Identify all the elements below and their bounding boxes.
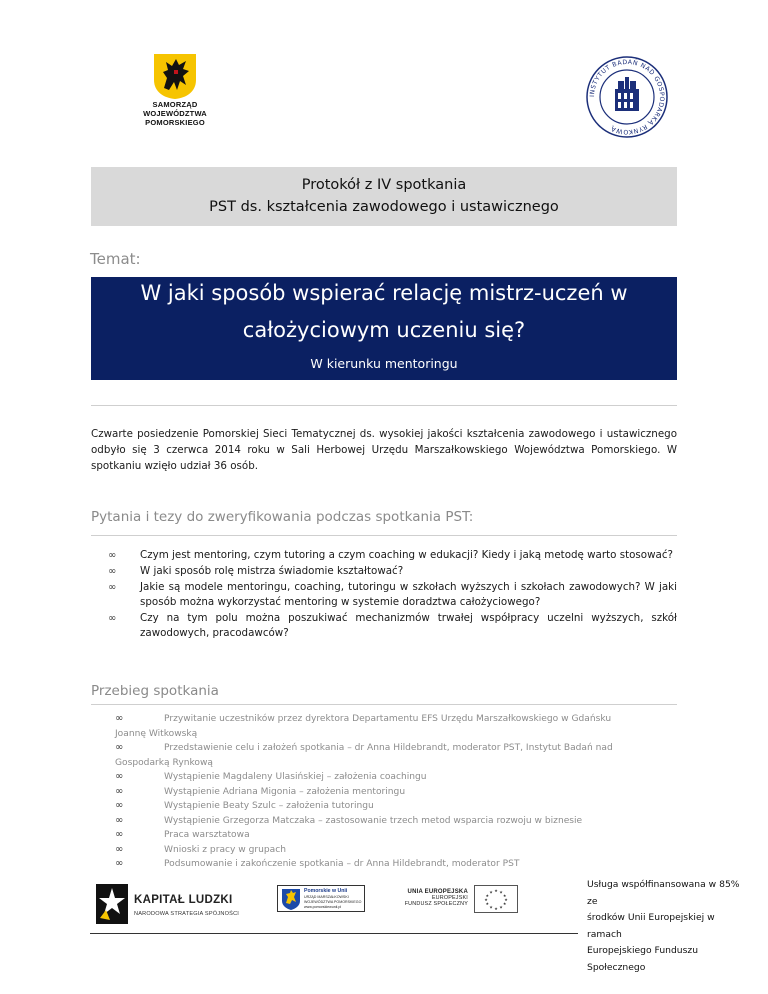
svg-text:★: ★	[504, 897, 508, 902]
svg-text:★: ★	[502, 901, 507, 906]
bullet-icon: ∞	[115, 771, 124, 782]
list-item	[115, 857, 675, 872]
logo-left-line2: WOJEWÓDZTWA POMORSKIEGO	[143, 109, 207, 127]
question-text: Czy na tym polu można poszukiwać mechanizmów trwałej współpracy uczelni wyższych, szkół zawodowych, pracodawców?	[140, 612, 677, 639]
divider	[91, 704, 677, 705]
agenda-text: Wystąpienie Adriana Migonia – założenia mentoringu	[164, 786, 406, 797]
svg-text:★: ★	[502, 893, 507, 898]
list-item	[115, 799, 675, 814]
kapital-ludzki-title: KAPITAŁ LUDZKI	[134, 894, 233, 906]
pomorskie-title: Pomorskie w Unii	[304, 888, 348, 894]
bullet-icon: ∞	[115, 713, 124, 724]
svg-text:★: ★	[489, 904, 493, 910]
agenda-text: Wnioski z pracy w grupach	[164, 844, 286, 855]
svg-text:★: ★	[494, 906, 498, 911]
list-item	[115, 712, 675, 741]
topic-title-line1: W jaki sposób wspierać relację mistrz-uczeń w	[140, 281, 628, 305]
agenda-text: Podsumowanie i zakończenie spotkania – dr Anna Hildebrandt, moderator PST	[164, 859, 520, 869]
bullet-icon: ∞	[115, 814, 124, 826]
ibngr-seal-icon	[585, 55, 669, 139]
questions-title: Pytania i tezy do zweryfikowania podczas spotkania PST:	[91, 509, 474, 525]
list-item	[115, 814, 675, 829]
protocol-line2: PST ds. kształcenia zawodowego i ustawicznego	[209, 199, 559, 215]
agenda-text: Praca warsztatowa	[164, 830, 250, 840]
samorzad-logo	[120, 52, 230, 134]
bullet-icon: ∞	[108, 613, 117, 624]
cofinancing-line1: Usługa współfinansowana w 85% ze	[587, 879, 740, 907]
bullet-icon: ∞	[115, 829, 124, 840]
bullet-icon: ∞	[115, 843, 124, 855]
svg-text:★: ★	[494, 888, 498, 893]
bullet-icon: ∞	[115, 800, 124, 811]
cofinancing-note	[587, 877, 747, 976]
pomorskie-url: www.pomorskiewunii.pl	[304, 905, 342, 909]
seal-text: INSTYTUT BADAŃ NAD GOSPODARKĄ RYNKOWĄ	[588, 58, 666, 136]
cofinancing-line2: środków Unii Europejskiej w ramach	[587, 912, 715, 940]
svg-text:★: ★	[485, 901, 490, 906]
kapital-ludzki-star-icon	[92, 880, 132, 928]
eu-flag-icon	[474, 885, 518, 913]
agenda-text: Wystąpienie Magdaleny Ulasińskiej – założenia coachingu	[164, 772, 427, 782]
bullet-icon: ∞	[108, 566, 117, 577]
agenda-text-cont: Joannę Witkowską	[115, 728, 198, 739]
list-item	[108, 548, 677, 563]
svg-text:★: ★	[499, 904, 503, 910]
bullet-icon: ∞	[108, 550, 117, 561]
cofinancing-line3: Europejskiego Funduszu	[587, 945, 699, 956]
griffin-crest-icon	[152, 52, 198, 100]
ibngr-seal-logo	[585, 55, 669, 139]
topic-label: Temat:	[90, 250, 141, 268]
protocol-line1: Protokół z IV spotkania	[301, 177, 467, 193]
list-item	[115, 843, 675, 858]
eu-line2: EUROPEJSKI	[431, 895, 468, 901]
pomorskie-w-unii-logo	[277, 885, 365, 912]
agenda-text: Wystąpienie Beaty Szulc – założenia tutoringu	[164, 801, 374, 811]
list-item	[115, 770, 675, 785]
topic-title-line2: całożyciowym uczeniu się?	[242, 318, 526, 342]
question-text: W jaki sposób rolę mistrza świadomie kształtować?	[140, 565, 404, 577]
svg-text:★: ★	[489, 889, 493, 895]
question-text: Czym jest mentoring, czym tutoring a czym coaching w edukacji? Kiedy i jaką metodę warto stosować?	[140, 549, 673, 561]
kapital-ludzki-logo	[92, 880, 242, 928]
list-item	[115, 741, 675, 770]
list-item	[108, 564, 677, 579]
agenda-text: Przywitanie uczestników przez dyrektora Departamentu EFS Urzędu Marszałkowskiego w Gdańsku	[164, 714, 612, 724]
svg-text:★: ★	[485, 893, 490, 898]
divider	[91, 405, 677, 406]
bullet-icon: ∞	[115, 785, 124, 797]
cofinancing-line4: Społecznego	[587, 961, 646, 973]
eu-label	[398, 889, 468, 907]
agenda-text: Przedstawienie celu i założeń spotkania – dr Anna Hildebrandt, moderator PST, Instytut Badań nad	[164, 743, 613, 753]
agenda-text-cont: Gospodarką Rynkową	[115, 757, 213, 768]
question-text: Jakie są modele mentoringu, coaching, tutoringu w szkołach wyższych i szkołach zawodowych? W jaki sposób można wykorzystać mentoring w systemie doradztwa całożyciowego?	[140, 581, 677, 608]
topic-subtitle: W kierunku mentoringu	[310, 356, 458, 371]
svg-text:★: ★	[484, 897, 488, 902]
list-item	[108, 611, 677, 641]
kapital-ludzki-subtitle: NARODOWA STRATEGIA SPÓJNOŚCI	[134, 911, 240, 917]
agenda-list	[115, 712, 675, 872]
pomorskie-line2: URZĄD MARSZAŁKOWSKI	[304, 895, 349, 899]
eu-line3: FUNDUSZ SPOŁECZNY	[404, 901, 468, 907]
agenda-title: Przebieg spotkania	[91, 683, 219, 699]
svg-text:★: ★	[499, 889, 503, 895]
bullet-icon: ∞	[108, 582, 117, 593]
intro-paragraph: Czwarte posiedzenie Pomorskiej Sieci Tematycznej ds. wysokiej jakości kształcenia zawodowego i ustawicznego odbyło się 3 czerwca 2014 roku w Sali Herbowej Urzędu Marszałkowskiego Województwa Pomorskiego. W spotkaniu wzięło udział 36 osób.	[91, 428, 677, 472]
questions-list	[108, 548, 677, 642]
logo-left-line1: SAMORZĄD	[152, 100, 198, 109]
list-item	[115, 785, 675, 800]
list-item	[115, 828, 675, 843]
footer-divider	[90, 933, 578, 934]
list-item	[108, 580, 677, 610]
protocol-header	[91, 167, 677, 226]
bullet-icon: ∞	[115, 858, 124, 869]
eu-stars-icon	[475, 886, 517, 912]
divider	[91, 535, 677, 536]
bullet-icon: ∞	[115, 742, 124, 753]
topic-title-box	[91, 277, 677, 380]
pomorskie-crest-icon	[280, 887, 302, 911]
eu-line1: UNIA EUROPEJSKA	[407, 889, 468, 895]
pomorskie-line3: WOJEWÓDZTWA POMORSKIEGO	[304, 900, 362, 904]
agenda-text: Wystąpienie Grzegorza Matczaka – zastosowanie trzech metod wsparcia rozwoju w biznesie	[164, 815, 583, 826]
